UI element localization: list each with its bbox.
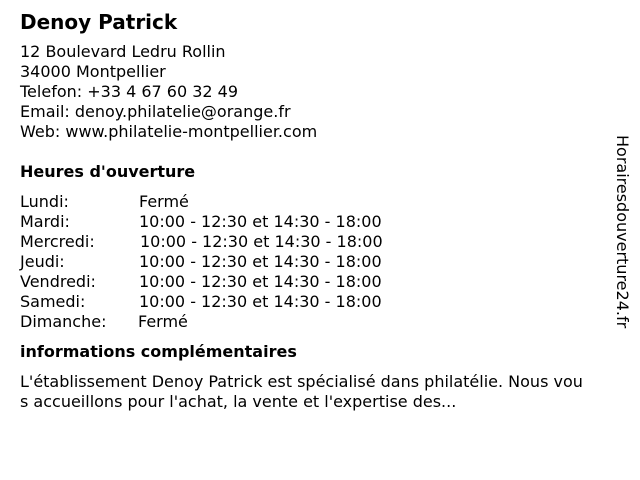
website-line[interactable]: Web: www.philatelie-montpellier.com (20, 122, 318, 141)
hours-row-monday (20, 192, 600, 212)
hours-row-wednesday (20, 232, 600, 252)
hours-time-value: 10:00 - 12:30 et 14:30 - 18:00 (139, 272, 382, 291)
hours-day-label: Lundi: (20, 192, 69, 211)
hours-time-value: 10:00 - 12:30 et 14:30 - 18:00 (139, 292, 382, 311)
hours-time-value: 10:00 - 12:30 et 14:30 - 18:00 (139, 212, 382, 231)
email-line[interactable]: Email: denoy.philatelie@orange.fr (20, 102, 291, 121)
hours-day-label: Dimanche: (20, 312, 107, 331)
phone-line[interactable]: Telefon: +33 4 67 60 32 49 (20, 82, 239, 101)
address-street: 12 Boulevard Ledru Rollin (20, 42, 226, 61)
additional-info-text: L'établissement Denoy Patrick est spécialisé dans philatélie. Nous vous accueillons pour l'achat, la vente et l'expertise des... (20, 372, 583, 411)
hours-time-value: Fermé (138, 312, 188, 331)
hours-day-label: Samedi: (20, 292, 86, 311)
hours-row-sunday (20, 312, 600, 332)
watermark-text: Horairesdouverture24.fr (613, 135, 632, 329)
site-watermark (612, 135, 632, 375)
additional-info-heading: informations complémentaires (20, 342, 297, 361)
business-card (20, 10, 600, 412)
opening-hours-heading: Heures d'ouverture (20, 162, 196, 181)
hours-row-friday (20, 272, 600, 292)
hours-time-value: 10:00 - 12:30 et 14:30 - 18:00 (139, 252, 382, 271)
business-name: Denoy Patrick (20, 10, 178, 34)
hours-day-label: Mardi: (20, 212, 70, 231)
opening-hours-table (20, 192, 600, 332)
hours-day-label: Vendredi: (20, 272, 96, 291)
hours-time-value: 10:00 - 12:30 et 14:30 - 18:00 (140, 232, 383, 251)
hours-row-saturday (20, 292, 600, 312)
hours-row-thursday (20, 252, 600, 272)
hours-row-tuesday (20, 212, 600, 232)
address-city: 34000 Montpellier (20, 62, 166, 81)
hours-day-label: Mercredi: (20, 232, 95, 251)
hours-day-label: Jeudi: (20, 252, 65, 271)
hours-time-value: Fermé (139, 192, 189, 211)
